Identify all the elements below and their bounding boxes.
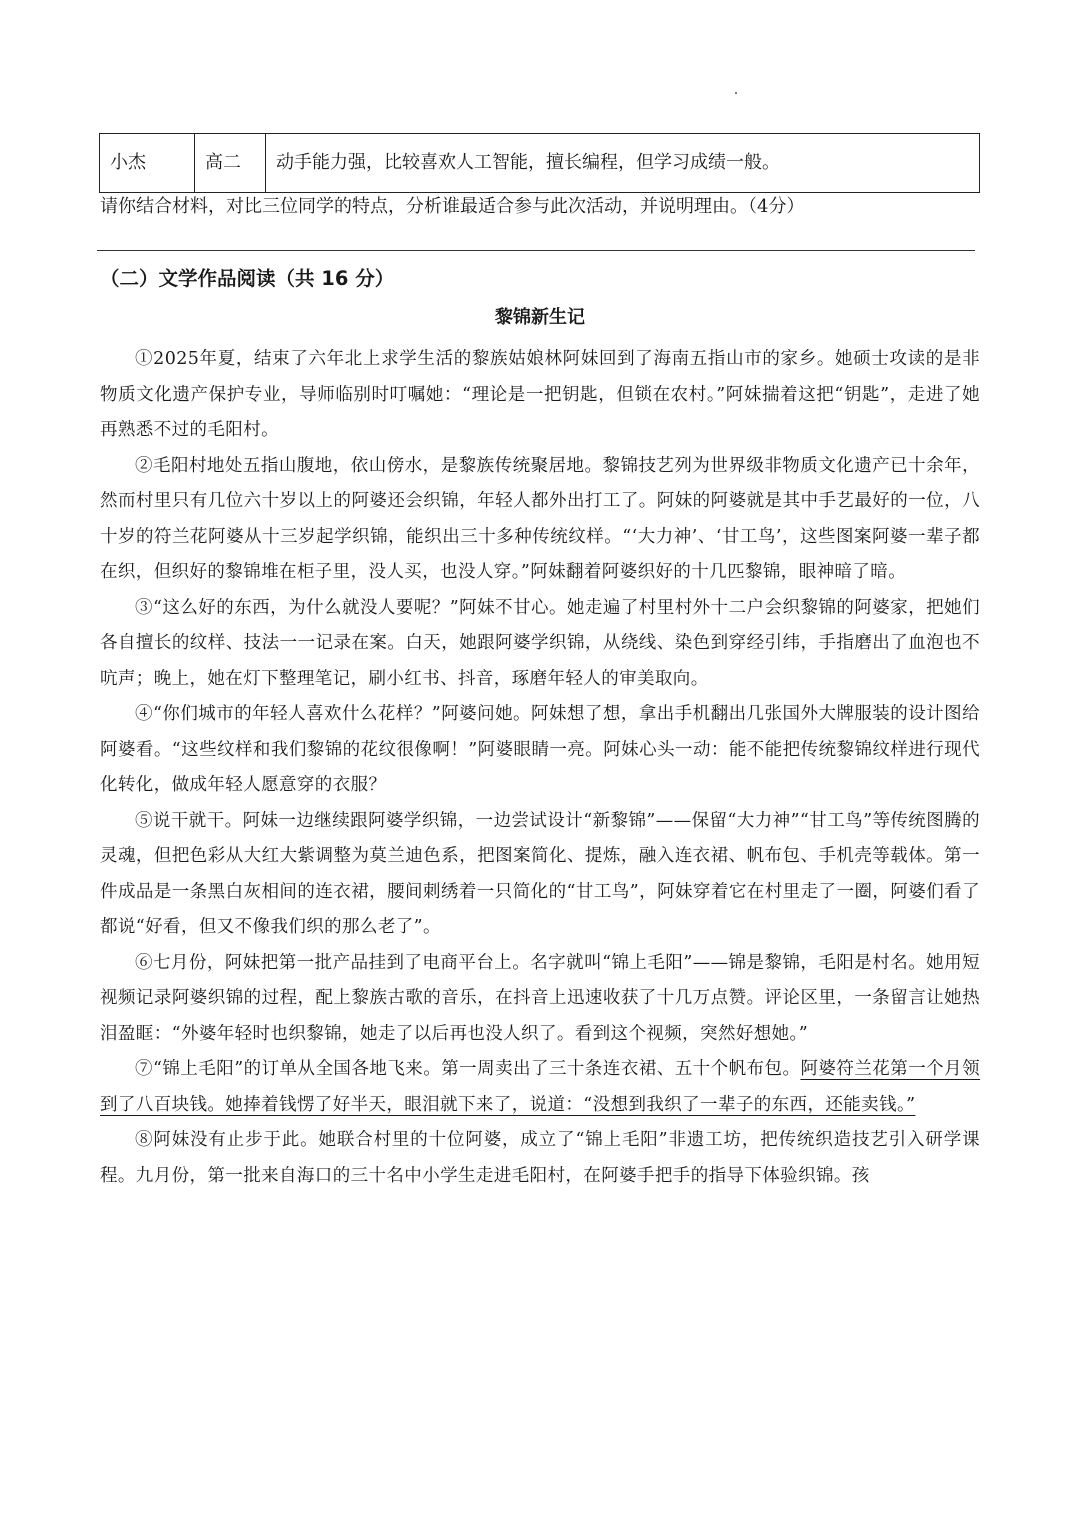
student-desc-cell: 动手能力强，比较喜欢人工智能，擅长编程，但学习成绩一般。 [266, 134, 980, 193]
article-title: 黎锦新生记 [495, 307, 585, 328]
underlined-sentence: 阿婆符兰花第一个月领到了八百块钱。她捧着钱愣了好半天，眼泪就下来了，说道：“没想到我织了一辈子的东西，还能卖钱。” [100, 1059, 981, 1115]
article-paragraph-2: ②毛阳村地处五指山腹地，依山傍水，是黎族传统聚居地。黎锦技艺列为世界级非物质文化遗产已十余年，然而村里只有几位六十岁以上的阿婆还会织锦，年轻人都外出打工了。阿妹的阿婆就是其中手艺最好的一位，八十岁的符兰花阿婆从十三岁起学织锦，能织出三十多种传统纹样。“‘大力神’、‘甘工鸟’，这些图案阿婆一辈子都在织，但织好的黎锦堆在柜子里，没人买，也没人穿。”阿妹翻着阿婆织好的十几匹黎锦，眼神暗了暗。 [100, 455, 980, 582]
answer-line[interactable] [97, 250, 975, 251]
article-paragraph-4: ④“你们城市的年轻人喜欢什么花样？”阿婆问她。阿妹想了想，拿出手机翻出几张国外大牌服装的设计图给阿婆看。“这些纹样和我们黎锦的花纹很像啊！”阿婆眼睛一亮。阿妹心头一动：能不能把传统黎锦纹样进行现代化转化，做成年轻人愿意穿的衣服？ [100, 704, 980, 795]
student-grade-cell: 高二 [195, 134, 266, 193]
article-paragraph-7 [100, 1052, 980, 1123]
section-heading: （二）文学作品阅读（共 16 分） [100, 267, 395, 290]
article-body [100, 342, 980, 1194]
table-row [100, 134, 980, 193]
article-paragraph-8: ⑧阿妹没有止步于此。她联合村里的十位阿婆，成立了“锦上毛阳”非遗工坊，把传统织造技艺引入研学课程。九月份，第一批来自海口的三十名中小学生走进毛阳村，在阿婆手把手的指导下体验织锦。孩 [100, 1130, 980, 1186]
paragraph-7-text: ⑦“锦上毛阳”的订单从全国各地飞来。第一周卖出了三十条连衣裙、五十个帆布包。 [135, 1059, 801, 1079]
article-paragraph-1: ①2025年夏，结束了六年北上求学生活的黎族姑娘林阿妹回到了海南五指山市的家乡。她硕士攻读的是非物质文化遗产保护专业，导师临别时叮嘱她：“理论是一把钥匙，但锁在农村。”阿妹揣着这把“钥匙”，走进了她再熟悉不过的毛阳村。 [100, 349, 980, 440]
article-paragraph-6: ⑥七月份，阿妹把第一批产品挂到了电商平台上。名字就叫“锦上毛阳”——锦是黎锦，毛阳是村名。她用短视频记录阿婆织锦的过程，配上黎族古歌的音乐，在抖音上迅速收获了十几万点赞。评论区里，一条留言让她热泪盈眶：“外婆年轻时也织黎锦，她走了以后再也没人织了。看到这个视频，突然好想她。” [100, 952, 980, 1044]
question-text: 请你结合材料，对比三位同学的特点，分析谁最适合参与此次活动，并说明理由。（4分） [100, 196, 805, 217]
student-name-cell: 小杰 [100, 134, 195, 193]
scan-speck [735, 92, 737, 94]
student-table [99, 133, 980, 193]
article-paragraph-3: ③“这么好的东西，为什么就没人要呢？”阿妹不甘心。她走遍了村里村外十二户会织黎锦的阿婆家，把她们各自擅长的纹样、技法一一记录在案。白天，她跟阿婆学织锦，从绕线、染色到穿经引纬，手指磨出了血泡也不吭声；晚上，她在灯下整理笔记，刷小红书、抖音，琢磨年轻人的审美取向。 [100, 597, 980, 689]
article-paragraph-5: ⑤说干就干。阿妹一边继续跟阿婆学织锦，一边尝试设计“新黎锦”——保留“大力神”“甘工鸟”等传统图腾的灵魂，但把色彩从大红大紫调整为莫兰迪色系，把图案简化、提炼，融入连衣裙、帆布包、手机壳等载体。第一件成品是一条黑白灰相间的连衣裙，腰间刺绣着一只简化的“甘工鸟”，阿妹穿着它在村里走了一圈，阿婆们看了都说“好看，但又不像我们织的那么老了”。 [100, 810, 980, 937]
